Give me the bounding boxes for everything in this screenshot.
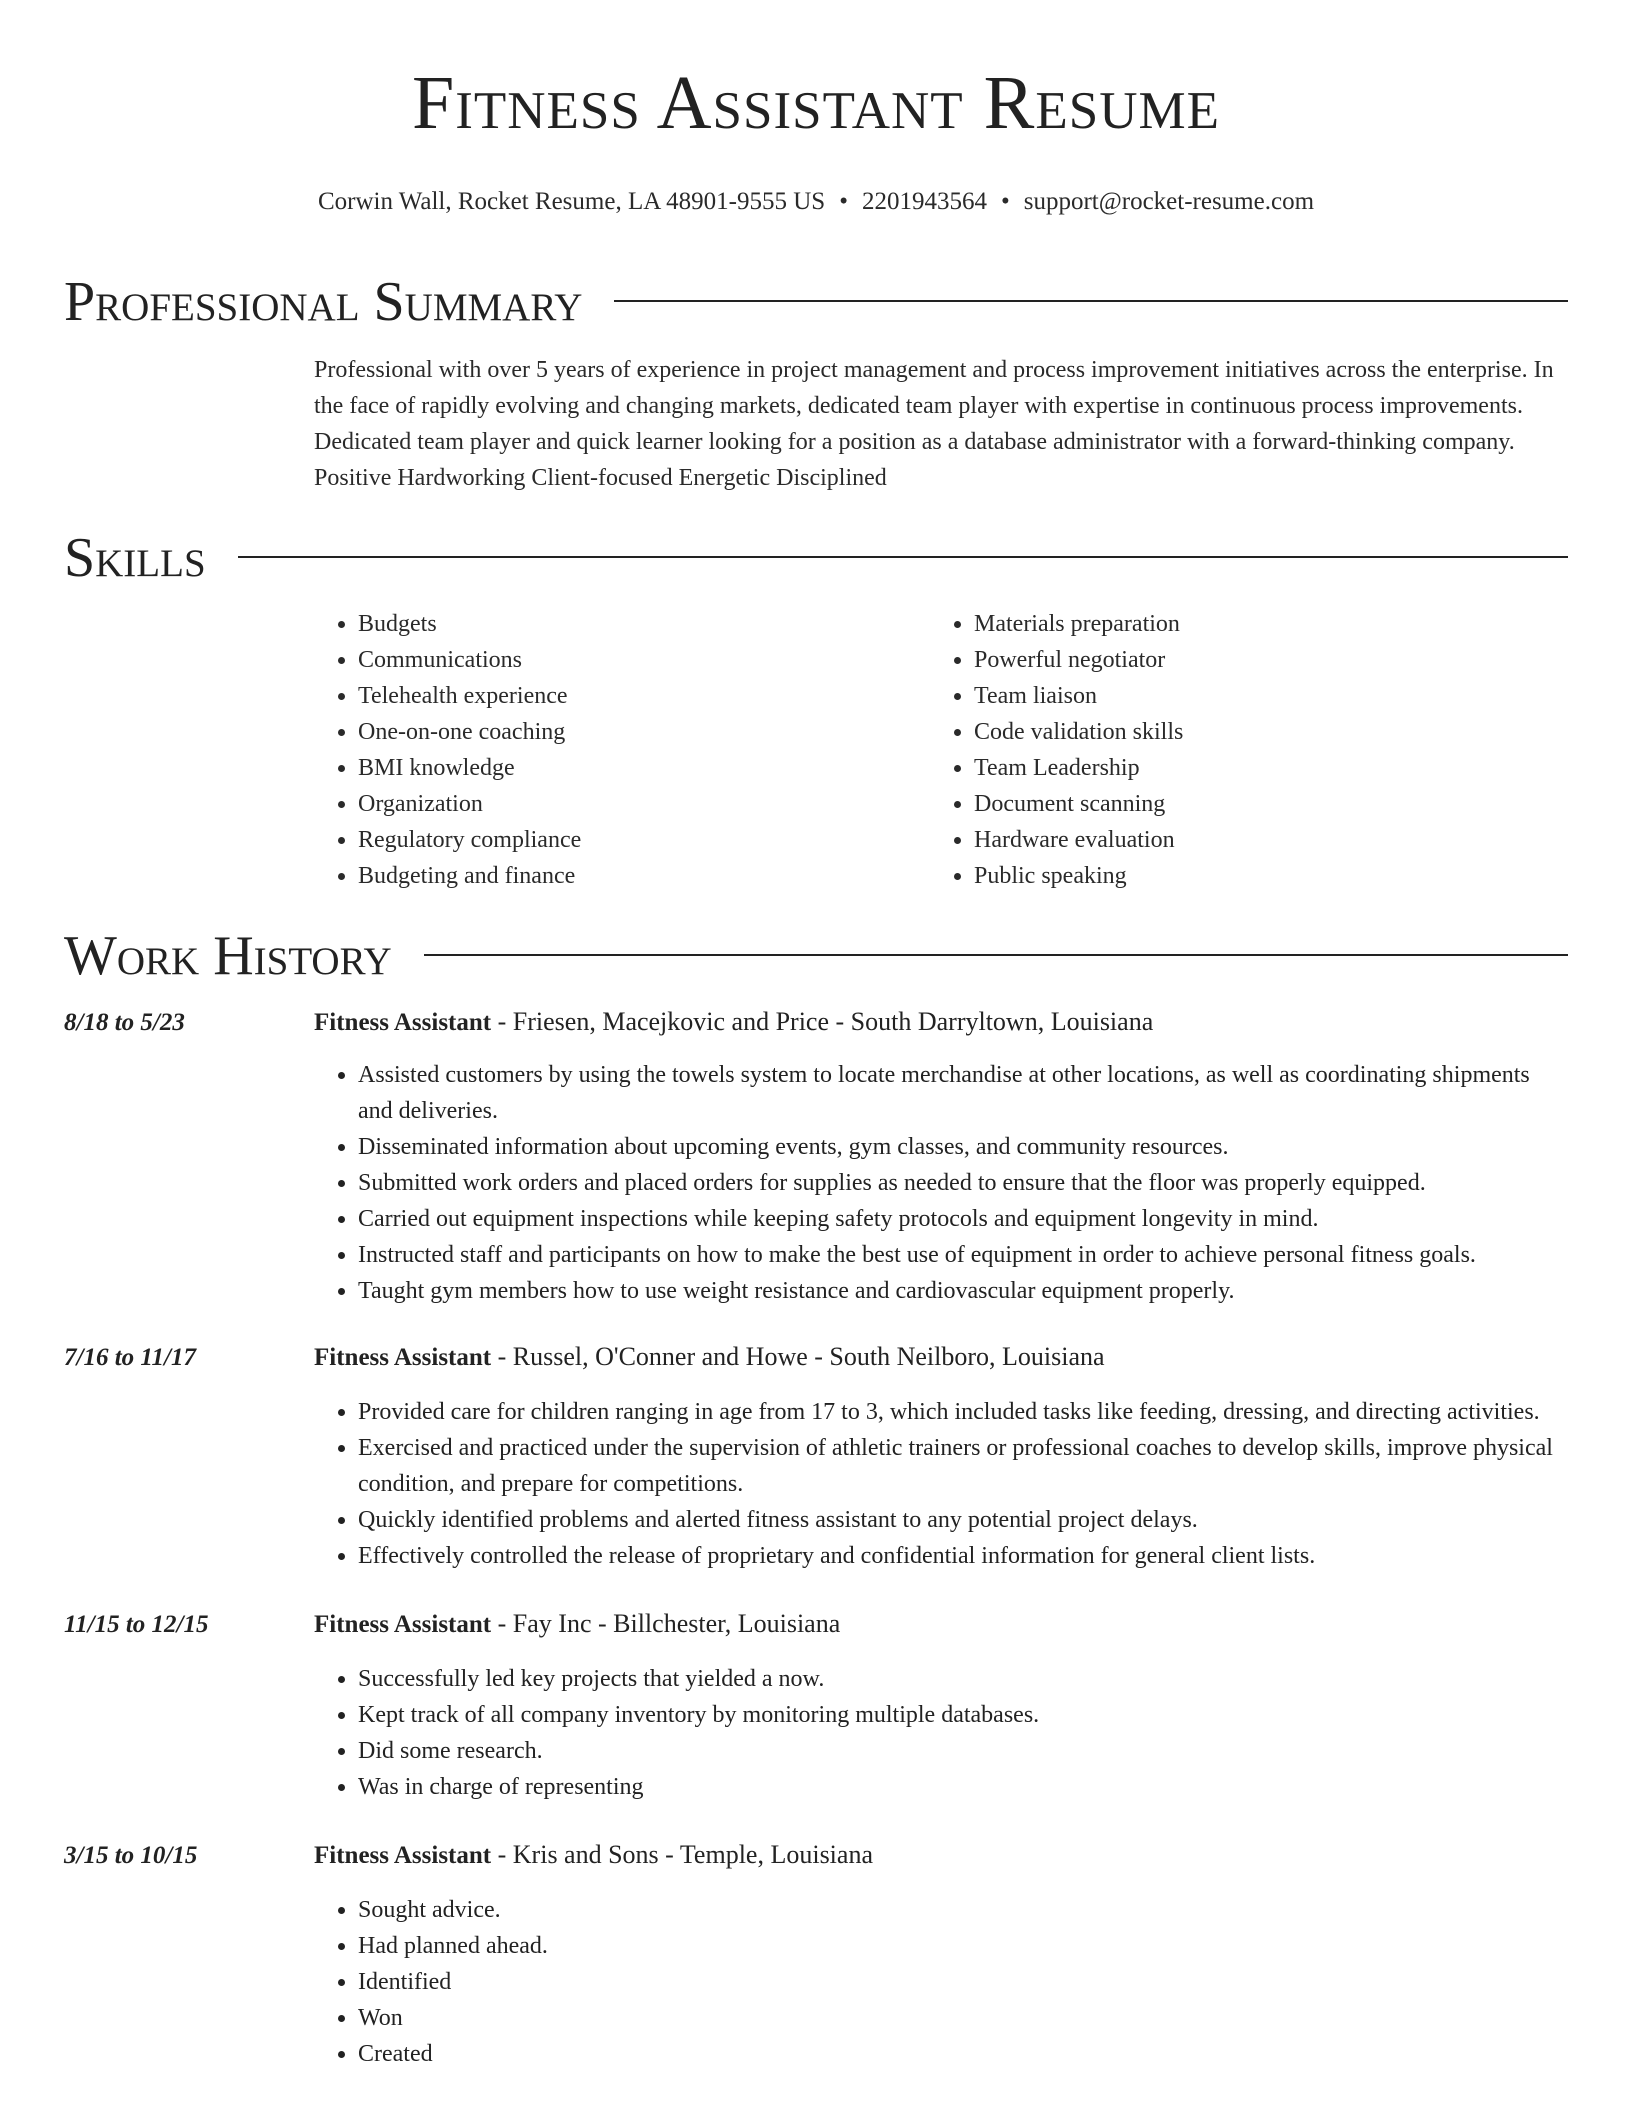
job-header	[64, 1004, 1568, 1041]
skill-item: • Telehealth experience	[358, 678, 930, 714]
job-bullets	[314, 1394, 1568, 1574]
skill-item: • Document scanning	[974, 786, 1546, 822]
skill-item: • Hardware evaluation	[974, 822, 1546, 858]
job-employer: - Friesen, Macejkovic and Price - South Darryltown, Louisiana	[491, 1007, 1154, 1036]
summary-text: Professional with over 5 years of experience in project management and process improvement initiatives across the enterprise. In the face of rapidly evolving and changing markets, dedicated team player with expertise in continuous process improvements. Dedicated team player and quick learner looking for a position as a database administrator with a forward-thinking company. Positive Hardworking Client-focused Energetic Disciplined	[314, 357, 1554, 491]
skill-item: • Powerful negotiator	[974, 642, 1546, 678]
job-employer: - Fay Inc - Billchester, Louisiana	[491, 1609, 841, 1638]
job-bullet: • Effectively controlled the release of proprietary and confidential information for general client lists.	[358, 1538, 1568, 1574]
job-bullet: • Identified	[358, 1964, 1568, 2000]
skill-item: • Regulatory compliance	[358, 822, 930, 858]
work-heading: Work History	[64, 925, 392, 987]
job-dates: 7/16 to 11/17	[64, 1344, 196, 1371]
contact-separator: •	[1000, 188, 1010, 215]
summary-section-heading	[64, 270, 1568, 334]
job-bullet: • Created	[358, 2036, 1568, 2072]
job-bullet: • Provided care for children ranging in age from 17 to 3, which included tasks like feeding, dressing, and directing activities.	[358, 1394, 1568, 1430]
summary-heading: Professional Summary	[64, 271, 583, 333]
skills-column-left	[314, 606, 930, 894]
contact-separator: •	[839, 188, 848, 215]
resume-title: Fitness Assistant Resume	[411, 61, 1221, 145]
job-title: Fitness Assistant	[314, 1009, 492, 1036]
job-bullets	[314, 1057, 1568, 1309]
skill-item: • Organization	[358, 786, 930, 822]
contact-phone: 2201943564	[861, 188, 987, 215]
job-title: Fitness Assistant	[314, 1344, 492, 1371]
job-bullets	[314, 1892, 1568, 2072]
job-bullet: • Won	[358, 2000, 1568, 2036]
job-entry	[64, 1004, 1568, 1309]
work-section-heading	[64, 924, 1568, 988]
skills-section-heading	[64, 526, 1568, 590]
job-entry	[64, 1339, 1568, 1574]
skills-column-right	[930, 606, 1546, 894]
job-bullet: • Had planned ahead.	[358, 1928, 1568, 1964]
job-entry	[64, 1837, 1568, 2072]
skill-item: • Budgets	[358, 606, 930, 642]
skill-item: • BMI knowledge	[358, 750, 930, 786]
job-bullet: • Exercised and practiced under the supervision of athletic trainers or professional coaches to develop skills, improve physical condition, and prepare for competitions.	[358, 1430, 1568, 1502]
skill-item: • Communications	[358, 642, 930, 678]
section-divider	[614, 300, 1568, 302]
job-dates: 3/15 to 10/15	[64, 1842, 198, 1869]
contact-address: Corwin Wall, Rocket Resume, LA 48901-9555 US	[317, 188, 826, 215]
skill-item: • One-on-one coaching	[358, 714, 930, 750]
contact-line	[64, 186, 1568, 218]
job-title: Fitness Assistant	[314, 1842, 492, 1869]
job-bullet: • Submitted work orders and placed orders for supplies as needed to ensure that the floor was properly equipped.	[358, 1165, 1568, 1201]
skill-item: • Budgeting and finance	[358, 858, 930, 894]
job-bullet: • Quickly identified problems and alerted fitness assistant to any potential project delays.	[358, 1502, 1568, 1538]
job-bullet: • Kept track of all company inventory by monitoring multiple databases.	[358, 1697, 1568, 1733]
job-header	[64, 1606, 1568, 1643]
job-employer: - Russel, O'Conner and Howe - South Neilboro, Louisiana	[491, 1342, 1105, 1371]
job-bullet: • Disseminated information about upcoming events, gym classes, and community resources.	[358, 1129, 1568, 1165]
job-dates: 8/18 to 5/23	[64, 1009, 185, 1036]
job-bullet: • Successfully led key projects that yielded a now.	[358, 1661, 1568, 1697]
skills-list	[314, 606, 1568, 894]
job-bullet: • Sought advice.	[358, 1892, 1568, 1928]
job-bullet: • Did some research.	[358, 1733, 1568, 1769]
job-bullet: • Carried out equipment inspections while keeping safety protocols and equipment longevity in mind.	[358, 1201, 1568, 1237]
job-entry	[64, 1606, 1568, 1805]
job-bullets	[314, 1661, 1568, 1805]
skill-item: • Public speaking	[974, 858, 1546, 894]
job-dates: 11/15 to 12/15	[64, 1611, 209, 1638]
job-bullet: • Was in charge of representing	[358, 1769, 1568, 1805]
job-bullet: • Assisted customers by using the towels system to locate merchandise at other locations, as well as coordinating shipments and deliveries.	[358, 1057, 1568, 1129]
skill-item: • Code validation skills	[974, 714, 1546, 750]
contact-email: support@rocket-resume.com	[1023, 188, 1315, 215]
skill-item: • Materials preparation	[974, 606, 1546, 642]
job-title: Fitness Assistant	[314, 1611, 492, 1638]
job-bullet: • Taught gym members how to use weight resistance and cardiovascular equipment properly.	[358, 1273, 1568, 1309]
job-header	[64, 1837, 1568, 1874]
section-divider	[238, 556, 1568, 558]
job-header	[64, 1339, 1568, 1376]
job-employer: - Kris and Sons - Temple, Louisiana	[491, 1840, 873, 1869]
section-divider	[424, 954, 1568, 956]
skill-item: • Team Leadership	[974, 750, 1546, 786]
skills-heading: Skills	[64, 527, 206, 589]
skill-item: • Team liaison	[974, 678, 1546, 714]
job-bullet: • Instructed staff and participants on how to make the best use of equipment in order to achieve personal fitness goals.	[358, 1237, 1568, 1273]
